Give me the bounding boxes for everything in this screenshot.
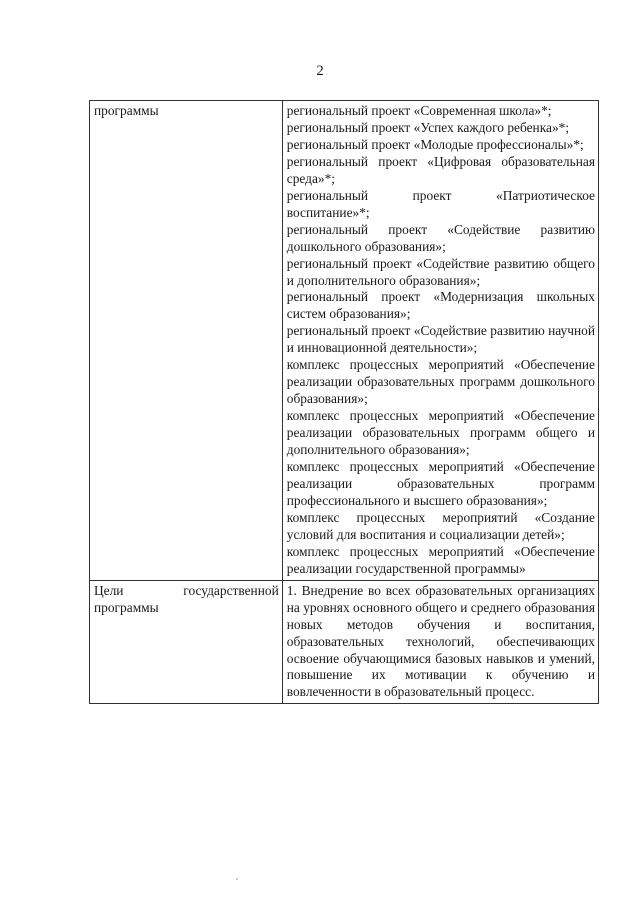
list-item: комплекс процессных мероприятий «Обеспечение реализации образовательных программ общего и дополнительного образования»; bbox=[286, 408, 595, 458]
program-passport-table bbox=[89, 100, 599, 704]
list-item: региональный проект «Содействие развитию научной и инновационной деятельности»; bbox=[286, 323, 595, 356]
scan-dot bbox=[236, 878, 238, 880]
row-label-goals: Цели государственной программы bbox=[90, 580, 283, 704]
list-item: комплекс процессных мероприятий «Создание условий для воспитания и социализации детей»; bbox=[286, 509, 595, 542]
list-item: региональный проект «Содействие развитию дошкольного образования»; bbox=[286, 221, 595, 254]
list-item: комплекс процессных мероприятий «Обеспечение реализации образовательных программ дошкольного образования»; bbox=[286, 357, 595, 407]
page-number: 2 bbox=[316, 63, 324, 79]
list-item: региональный проект «Модернизация школьных систем образования»; bbox=[286, 289, 595, 322]
table-row-goals bbox=[90, 580, 599, 704]
list-item: региональный проект «Молодые профессионалы»*; bbox=[286, 136, 584, 152]
list-item: региональный проект «Патриотическое воспитание»*; bbox=[286, 187, 595, 220]
list-item: комплекс процессных мероприятий «Обеспечение реализации государственной программы» bbox=[286, 543, 595, 576]
project-list bbox=[282, 101, 598, 581]
list-item: региональный проект «Содействие развитию общего и дополнительного образования»; bbox=[286, 255, 595, 288]
list-item: комплекс процессных мероприятий «Обеспечение реализации образовательных программ профессионального и высшего образования»; bbox=[286, 459, 595, 508]
row-label-structure: программы bbox=[90, 101, 283, 581]
list-item: региональный проект «Современная школа»*; bbox=[286, 103, 552, 118]
table-row-structure bbox=[90, 101, 599, 581]
list-item: региональный проект «Цифровая образовательная среда»*; bbox=[286, 153, 595, 186]
goal-text: 1. Внедрение во всех образовательных организациях на уровнях основного общего и среднего образования новых методов обучения и воспитания, образовательных технологий, обеспечивающих освоение обучающимися базовых навыков и умений, повышение их мотивации к обучению и вовлеченности в образовательный процесс. bbox=[282, 580, 598, 704]
list-item: региональный проект «Успех каждого ребенка»*; bbox=[286, 119, 570, 135]
